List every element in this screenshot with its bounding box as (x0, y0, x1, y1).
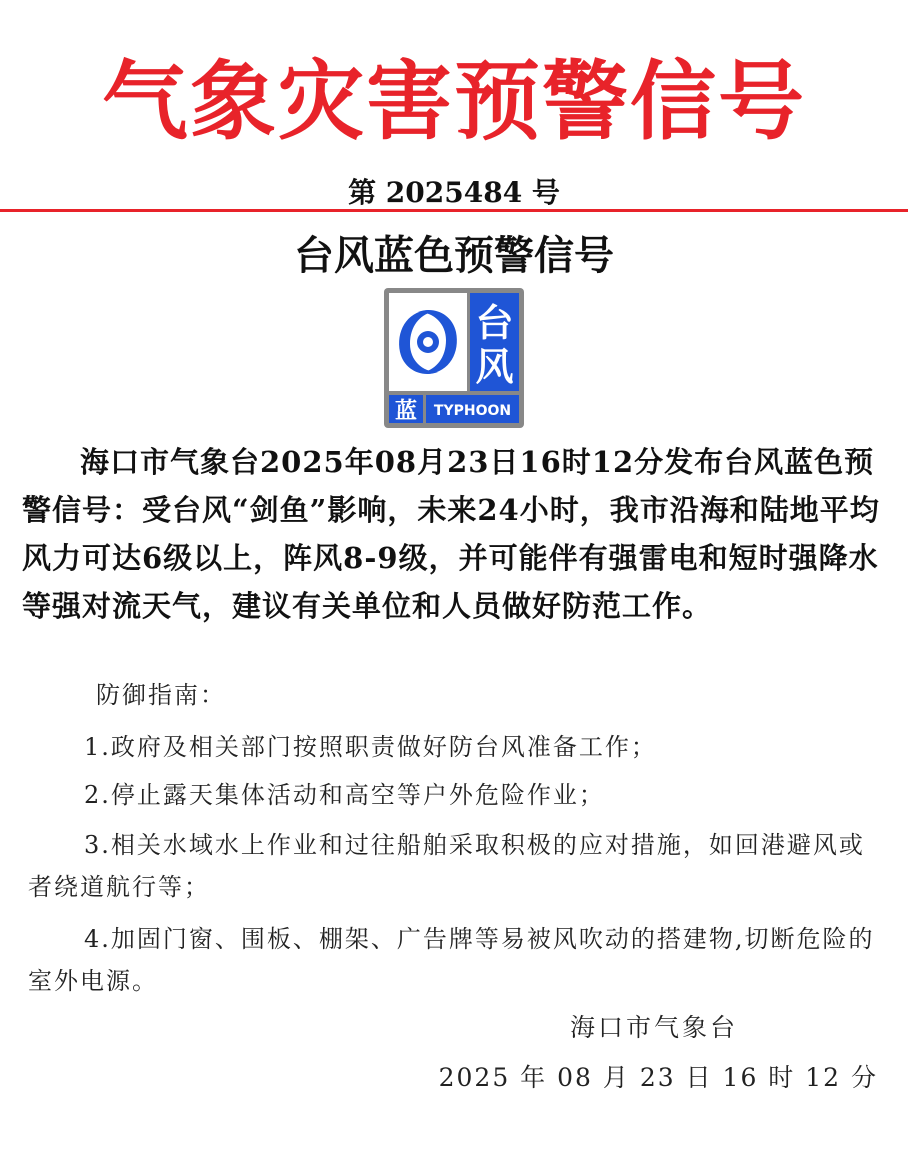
document-number: 第 2025484 号 (348, 176, 560, 209)
document-header-title: 气象灾害预警信号 (102, 52, 806, 152)
defense-guide-item-1: 1.政府及相关部门按照职责做好防台风准备工作； (84, 733, 657, 761)
signature-issuer: 海口市气象台 (569, 1013, 738, 1042)
signature-date: 2025 年 08 月 23 日 16 时 12 分 (438, 1063, 878, 1092)
icon-type-text: TYPHOON (433, 403, 512, 419)
signal-title: 台风蓝色预警信号 (294, 233, 614, 279)
defense-guide-heading: 防御指南： (96, 681, 226, 709)
typhoon-blue-warning-icon (384, 288, 524, 428)
icon-level-text: 蓝 (394, 399, 418, 424)
warning-body-paragraph: 海口市气象台2025年08月23日16时12分发布台风蓝色预警信号：受台风“剑鱼”影响，未来24小时，我市沿海和陆地平均风力可达6级以上，阵风8-9级，并可能伴有强雷电和短时强降水等强对流天气，建议有关单位和人员做好防范工作。 (22, 445, 880, 623)
defense-guide-item-3: 3.相关水域水上作业和过往船舶采取积极的应对措施，如回港避风或者绕道航行等； (28, 831, 865, 901)
header-divider-line (0, 209, 908, 212)
defense-guide-item-2: 2.停止露天集体活动和高空等户外危险作业； (84, 781, 605, 809)
defense-guide-item-4: 4.加固门窗、围板、棚架、广告牌等易被风吹动的搭建物,切断危险的室外电源。 (28, 925, 875, 995)
icon-side-text-2: 风 (475, 345, 514, 389)
icon-side-text-1: 台 (475, 301, 514, 345)
